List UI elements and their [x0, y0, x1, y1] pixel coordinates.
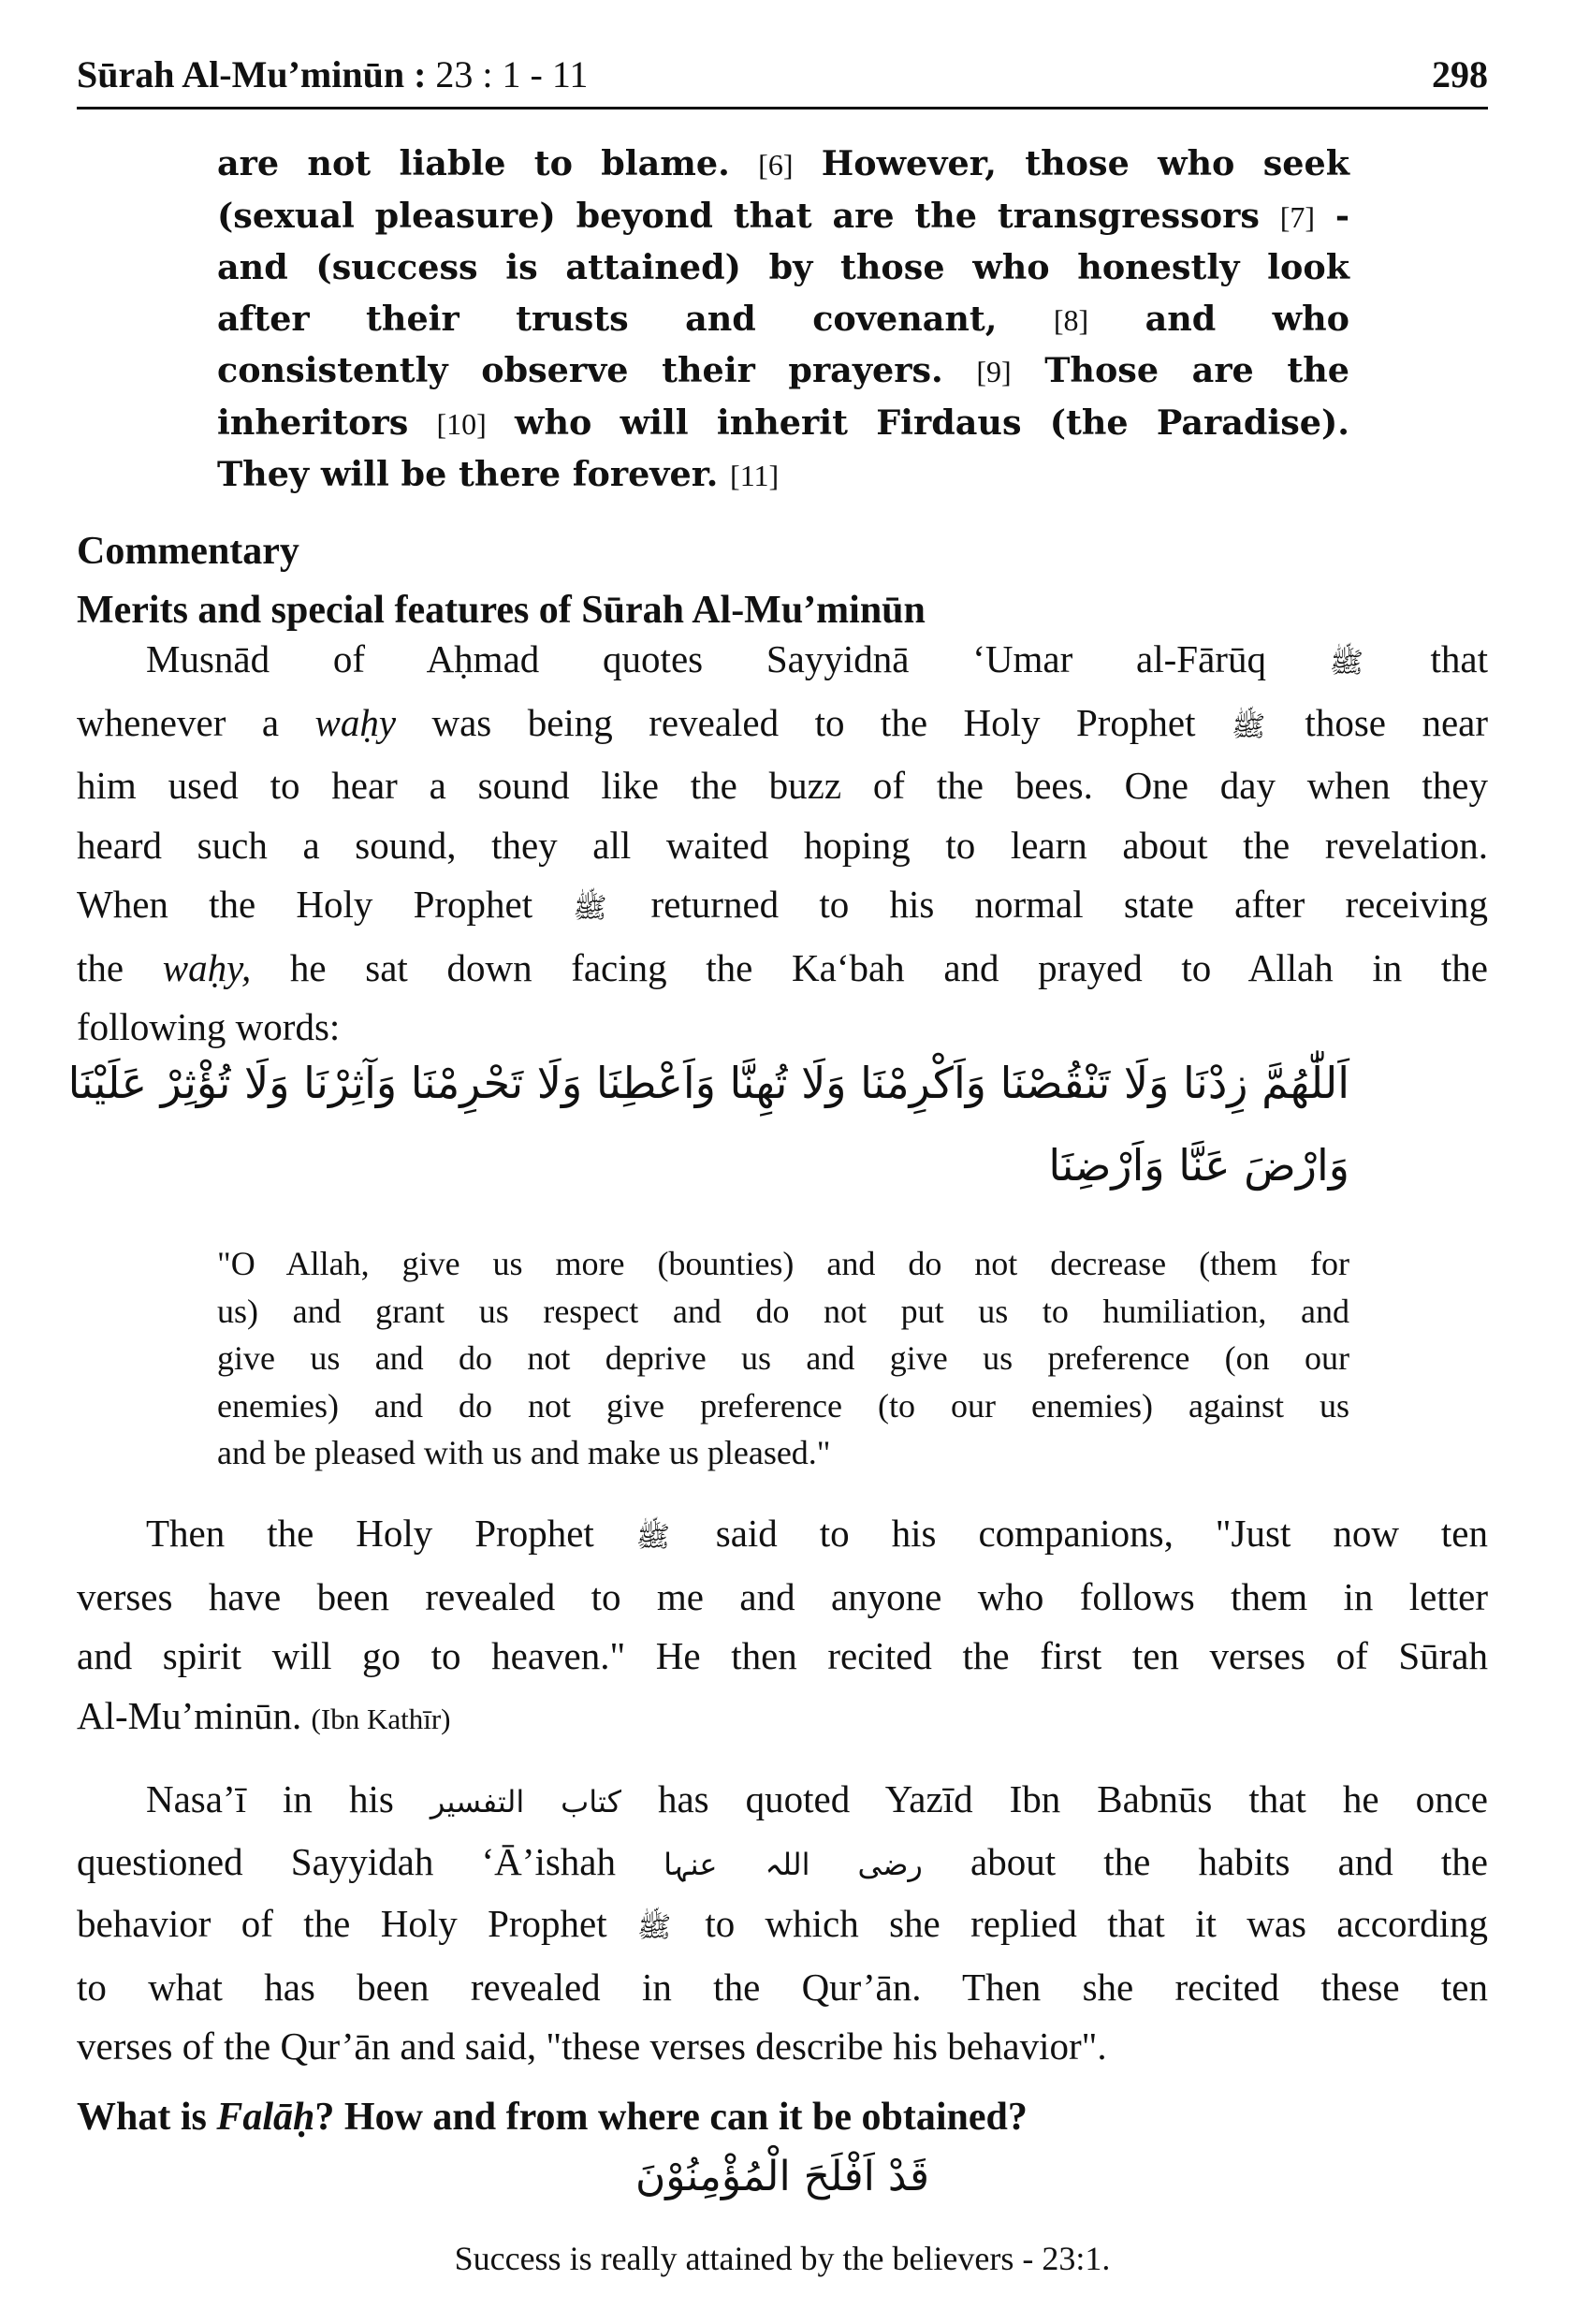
translation-quote-block	[217, 139, 1349, 502]
paragraph-line	[77, 875, 1488, 939]
paragraph-text: Nasa’ī in his	[146, 1777, 430, 1820]
heading-merits: Merits and special features of Sūrah Al-Mu’minūn	[77, 589, 926, 632]
dua-arabic-line-2: وَارْضَ عَنَّا وَاَرْضِنَا	[1048, 1140, 1349, 1191]
paragraph-text: and spirit will go to heaven." He then recited the first ten verses of Sūrah	[77, 1634, 1488, 1677]
verse-ref-number: [11]	[730, 459, 780, 492]
paragraph-line	[77, 1504, 1488, 1568]
paragraph-line	[77, 998, 1488, 1058]
quote-text: inheritors	[217, 402, 437, 443]
paragraph-line	[77, 1833, 1488, 1895]
quote-text: are not liable to blame.	[217, 143, 759, 183]
paragraph-text: When the Holy Prophet	[77, 883, 574, 926]
paragraph-text: questioned Sayyidah ‘Ā’ishah	[77, 1839, 664, 1883]
translation-line: us) and grant us respect and do not put us to humiliation, and	[217, 1292, 1349, 1330]
paragraph-text: to which she replied that it was according	[674, 1902, 1488, 1945]
header-rule	[77, 107, 1488, 110]
italic-term: waḥy	[314, 700, 397, 744]
paragraph-line	[77, 1687, 1488, 1749]
heading-falah-prefix: What is	[77, 2096, 217, 2139]
verse-caption: Success is really attained by the believers - 23:1.	[454, 2240, 1111, 2277]
paragraph-line	[77, 816, 1488, 876]
paragraph-line	[77, 2017, 1488, 2077]
paragraph-text: whenever a	[77, 700, 315, 744]
translation-line: "O Allah, give us more (bounties) and do not decrease (them for	[217, 1245, 1349, 1282]
paragraph-text: said to his companions, "Just now ten	[673, 1512, 1488, 1555]
paragraph-line	[77, 1568, 1488, 1628]
heading-falah	[77, 2095, 1028, 2140]
paragraph-text: heard such a sound, they all waited hoping to learn about the revelation.	[77, 823, 1488, 867]
paragraph-line	[77, 1627, 1488, 1687]
heading-falah-term: Falāḥ	[216, 2096, 315, 2139]
inline-arabic: كتاب التفسير	[430, 1784, 621, 1820]
translation-line: and be pleased with us and make us pleased."	[217, 1434, 831, 1471]
quote-text: who will inherit Firdaus (the Paradise).	[486, 402, 1349, 443]
quote-line	[217, 191, 1349, 243]
quote-text: and who	[1088, 298, 1349, 339]
paragraph-text: to what has been revealed in the Qur’ān. Then she recited these ten	[77, 1965, 1488, 2009]
paragraph-text: him used to hear a sound like the buzz of the bees. One day when they	[77, 764, 1488, 807]
honorific-glyph: ﷺ	[636, 1911, 672, 1944]
quote-text: However, those who seek	[793, 143, 1349, 183]
verse-ref-number: [6]	[758, 148, 794, 182]
heading-commentary: Commentary	[77, 530, 299, 573]
translation-line: give us and do not deprive us and give us preference (on our	[217, 1339, 1349, 1377]
dua-translation	[217, 1240, 1349, 1477]
verse-ref-number: [9]	[976, 355, 1012, 388]
inline-arabic: رضی اللہ عنہا	[664, 1846, 923, 1882]
quote-text: Those are the	[1011, 350, 1349, 390]
verse-ref-number: [7]	[1279, 199, 1316, 234]
paragraph-text: was being revealed to the Holy Prophet	[396, 700, 1232, 744]
paragraph-musnad-ahmad	[77, 630, 1488, 1058]
paragraph-line	[77, 694, 1488, 757]
paragraph-text: returned to his normal state after receiving	[610, 883, 1488, 926]
paragraph-nasai	[77, 1770, 1488, 2077]
honorific-glyph: ﷺ	[573, 892, 607, 925]
paragraph-line	[77, 630, 1488, 694]
quote-text: and (success is attained) by those who honestly look	[217, 247, 1349, 287]
page-number: 298	[1432, 53, 1488, 95]
paragraph-line	[77, 756, 1488, 816]
header-title	[77, 52, 588, 96]
quote-line	[217, 242, 1349, 294]
quote-line	[217, 294, 1349, 346]
verse-ref-number: [8]	[1053, 302, 1089, 337]
verse-ref-number: [10]	[436, 406, 487, 441]
quote-line	[217, 345, 1349, 398]
quote-text: They will be there forever.	[217, 454, 731, 494]
paragraph-text: those near	[1268, 700, 1488, 744]
dua-arabic-line-1: اَللّٰهُمَّ زِدْنَا وَلَا تَنْقُصْنَا وَاَكْرِمْنَا وَلَا تُهِنَّا وَاَعْطِنَا وَلَا تَحْرِمْنَا وَآثِرْنَا وَلَا تُؤْثِرْ عَلَيْنَا	[67, 1058, 1349, 1108]
quote-line	[217, 139, 1349, 191]
quote-line	[217, 398, 1349, 450]
paragraph-text: following words:	[77, 1005, 341, 1048]
running-header	[77, 52, 1488, 109]
source-citation: (Ibn Kathīr)	[311, 1702, 451, 1735]
honorific-glyph: ﷺ	[1329, 647, 1364, 680]
italic-term: waḥy,	[162, 945, 252, 989]
header-verse-range: 23 : 1 - 11	[435, 53, 589, 95]
paragraph-text: about the habits and the	[922, 1839, 1489, 1883]
paragraph-text: he sat down facing the Ka‘bah and prayed to Allah in the	[251, 945, 1488, 989]
paragraph-text: Al-Mu’minūn.	[77, 1693, 312, 1737]
quote-text: (sexual pleasure) beyond that are the transgressors	[217, 195, 1280, 236]
header-surah-name: Sūrah Al-Mu’minūn :	[77, 53, 427, 95]
paragraph-text: behavior of the Holy Prophet	[77, 1902, 637, 1945]
honorific-glyph: ﷺ	[635, 1521, 671, 1554]
paragraph-text: the	[77, 945, 163, 989]
paragraph-text: has quoted Yazīd Ibn Babnūs that he once	[620, 1777, 1488, 1820]
heading-falah-suffix: ? How and from where can it be obtained?	[314, 2096, 1028, 2139]
paragraph-line	[77, 1770, 1488, 1833]
paragraph-text: Then the Holy Prophet	[146, 1512, 636, 1555]
paragraph-line	[77, 939, 1488, 999]
paragraph-line	[77, 1958, 1488, 2018]
verse-arabic: قَدْ اَفْلَحَ الْمُؤْمِنُوْنَ	[634, 2153, 929, 2200]
paragraph-ten-verses	[77, 1504, 1488, 1748]
honorific-glyph: ﷺ	[1231, 709, 1266, 743]
translation-line: enemies) and do not give preference (to our enemies) against us	[217, 1386, 1349, 1425]
quote-text: -	[1315, 195, 1350, 236]
quote-text: consistently observe their prayers.	[217, 350, 977, 390]
paragraph-text: Musnād of Aḥmad quotes Sayyidnā ‘Umar al-Fārūq	[146, 637, 1330, 680]
paragraph-text: verses of the Qur’ān and said, "these verses describe his behavior".	[77, 2024, 1107, 2068]
quote-line	[217, 449, 1349, 502]
paragraph-text: verses have been revealed to me and anyone who follows them in letter	[77, 1574, 1488, 1618]
quote-text: after their trusts and covenant,	[217, 298, 1054, 339]
paragraph-line	[77, 1894, 1488, 1958]
paragraph-text: that	[1366, 637, 1488, 680]
